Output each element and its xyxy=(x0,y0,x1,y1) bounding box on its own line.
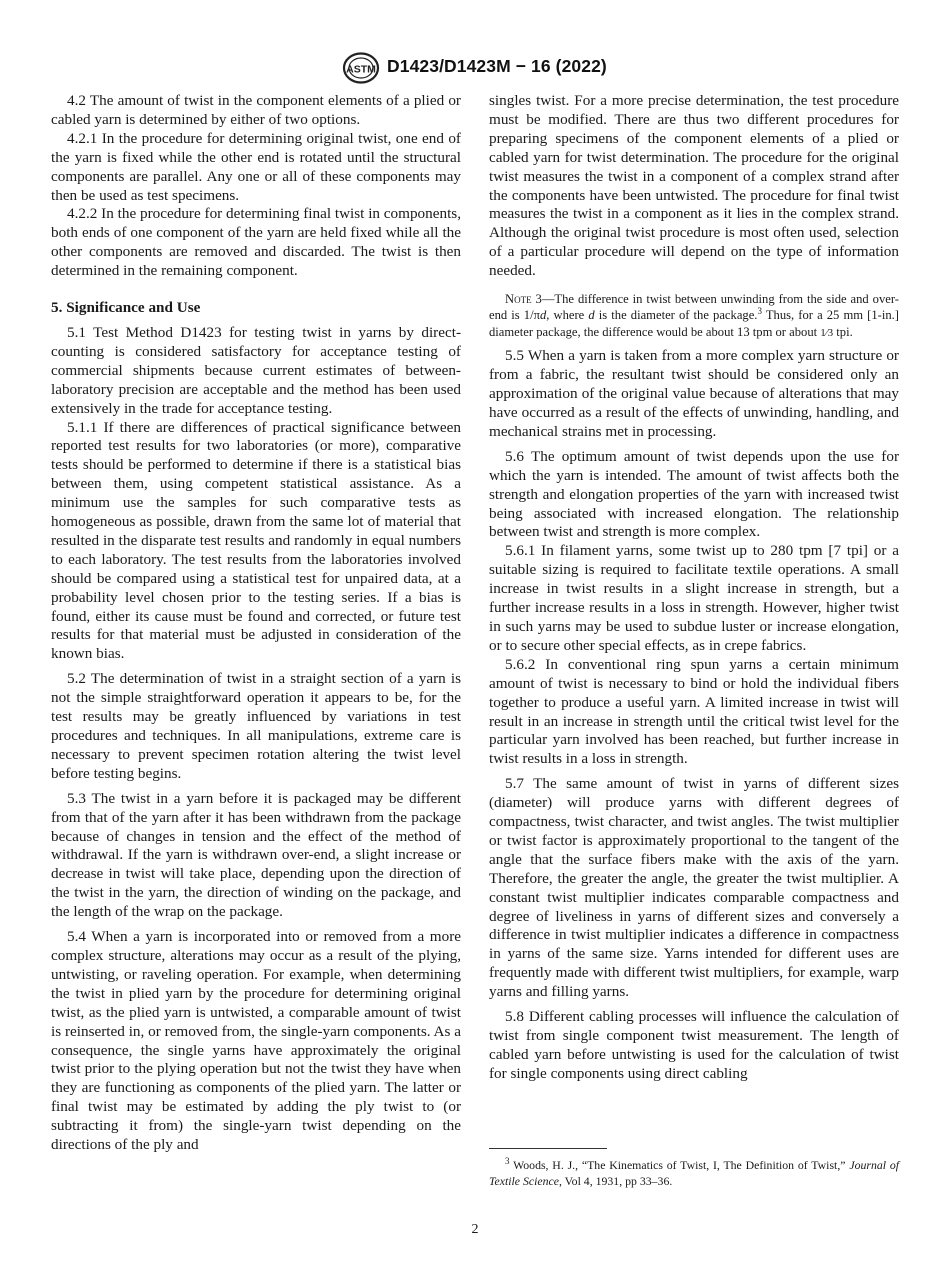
paragraph-5-6-2: 5.6.2 In conventional ring spun yarns a certain minimum amount of twist is necessary to bind or hold the individual fibers together to produce a useful yarn. A limited increase in twist will result in an increase in strength until the critical twist level for the particular yarn involved has been reached, but further increase in twist results in a loss in strength. xyxy=(489,655,899,768)
paragraph-4-2: 4.2 The amount of twist in the component elements of a plied or cabled yarn is determined by either of two options. xyxy=(51,92,461,128)
paragraph-5-4-continued: singles twist. For a more precise determination, the test procedure must be modified. There are thus two different procedures for preparing specimens of the component elements of a plied or cabled yarn for twist determination. The procedure for the original twist measures the twist in a component of a complex strand after the components have been untwisted. The procedure for final twist measures the twist in a component as it lies in the complex strand. Although the original twist procedure is most often used, selection of a particular procedure will depend on the type of information needed. xyxy=(489,92,899,280)
paragraph-5-3: 5.3 The twist in a yarn before it is packaged may be different from that of the yarn after it has been withdrawn from the package because of changes in tension and the effect of the method of withdrawal. If the yarn is withdrawn over-end, a slight increase or decrease in twist will take place, depending upon the direction of the twist in the yarn, the direction of winding on the package, and the length of the wrap on the package. xyxy=(51,789,461,921)
document-designation: D1423/D1423M − 16 (2022) xyxy=(387,56,607,76)
footnote-3: $^3$ Woods, H. J., “The Kinematics of Twist, I, The Definition of Twist,” Journal of Textile Science, Vol 4, 1931, pp 33–36. xyxy=(489,1156,900,1188)
section-5-heading: 5. Significance and Use xyxy=(51,299,201,317)
paragraph-5-7: 5.7 The same amount of twist in yarns of different sizes (diameter) will produce yarns with different degrees of compactness, twist character, and twist angles. The twist multiplier or twist factor is approximately proportional to the tangent of the angle that the surface fibers make with the axis of the yarn. Therefore, the greater the angle, the greater the twist multiplier. A constant twist multiplier indicates comparable compactness and degree of liveliness in yarns of different sizes and conversely a difference in twist multiplier indicates a difference in compactness in yarns of the same size. Yarns intended for different uses are frequently made with different twist multipliers, for example, warp yarns and filling yarns. xyxy=(489,775,899,1001)
journal-title: Journal of Textile Science xyxy=(489,1158,900,1188)
left-column xyxy=(51,92,461,1155)
paragraph-5-6: 5.6 The optimum amount of twist depends upon the use for which the yarn is intended. The amount of twist affects both the strength and elongation properties of the yarn with increased twist being associated with increased elongation. The relationship between twist and strength is more complex. xyxy=(489,447,899,541)
footnote-divider xyxy=(489,1148,607,1149)
logo-text: ASTM xyxy=(346,63,376,76)
note-3-label: Note 3 xyxy=(505,292,542,307)
note-3: Note 3—The difference in twist between unwinding from the side and over-end is 1/πd, where d is the diameter of the package.$^3$ Thus, for a 25 mm [1-in.] diameter package, the difference would be about 13 tpm or about 1⁄3 tpi. xyxy=(489,292,899,339)
right-column xyxy=(489,92,899,1084)
paragraph-5-1: 5.1 Test Method D1423 for testing twist in yarns by direct-counting is considered satisfactory for acceptance testing of commercial shipments because current estimates of between-laboratory precision are acceptable and the method has been used extensively in the trade for acceptance testing. xyxy=(51,323,461,417)
paragraph-5-6-1: 5.6.1 In filament yarns, some twist up to 280 tpm [7 tpi] or a suitable sizing is required to facilitate textile operations. A small increase in twist results in a slight increase in strength, but a further increase results in a loss in strength. However, higher twist in such yarns may be used to subdue luster or increase elongation, or to secure other special effects, as in crepe fabrics. xyxy=(489,542,899,654)
paragraph-5-4: 5.4 When a yarn is incorporated into or removed from a more complex structure, alterations may occur as a result of the plying, untwisting, or raveling operation. For example, when determining the twist in plied yarn by the procedure for determining original twist, as the plied yarn is untwisted, a comparable amount of twist is reinserted in, or removed from, the single-yarn components. As a consequence, the single yarns have approximately the original twist prior to the plying operation but not the twist they have when they are functioning as components of the plied yarn. The latter or final twist may be estimated by adding the ply twist to (or subtracting it from) the single-yarn twist depending on the directions of the ply and xyxy=(51,928,461,1154)
paragraph-5-1-1: 5.1.1 If there are differences of practical significance between reported test results for two laboratories (or more), comparative tests should be performed to determine if there is a statistical bias between them, using competent statistical assistance. As a minimum use the samples for such comparative tests as homogeneous as possible, drawn from the same lot of material that resulted in the disparate test results and randomly in equal numbers to each laboratory. The test results from the laboratories involved should be compared using a statistical test for unpaired data, at a probability level chosen prior to the testing series. If a bias is found, either its cause must be found and corrected, or future test results for that material must be adjusted in consideration of the known bias. xyxy=(51,418,461,663)
footnote-ref-3[interactable]: 3 xyxy=(757,306,762,317)
paragraph-5-5: 5.5 When a yarn is taken from a more complex yarn structure or from a fabric, the resultant twist should be considered only an approximation of the original value because of alterations that may have occurred as a result of the effects of unwinding, handling, and mechanical strains met in processing. xyxy=(489,347,899,440)
paragraph-4-2-2: 4.2.2 In the procedure for determining final twist in components, both ends of one component of the yarn are held fixed while all the other components are removed and discarded. The twist is then determined in the remaining component. xyxy=(51,205,461,280)
paragraph-5-8: 5.8 Different cabling processes will influence the calculation of twist from single component twist measurement. The length of cabled yarn before untwisting is used for the calculation of twist for single components using direct cabling xyxy=(489,1008,899,1082)
paragraph-4-2-1: 4.2.1 In the procedure for determining original twist, one end of the yarn is fixed while the other end is rotated until the structural components are parallel. Any one or all of these components may then be used as test specimens. xyxy=(51,129,461,204)
astm-logo-icon xyxy=(342,52,380,84)
page-header xyxy=(0,52,950,86)
paragraph-5-2: 5.2 The determination of twist in a straight section of a yarn is not the simple straightforward operation it appears to be, for the test results may be greatly influenced by variations in test procedures and techniques. In all manipulations, extreme care is necessary to prevent specimen rotation altering the twist level before testing begins. xyxy=(51,670,461,782)
page-number: 2 xyxy=(471,1222,479,1237)
